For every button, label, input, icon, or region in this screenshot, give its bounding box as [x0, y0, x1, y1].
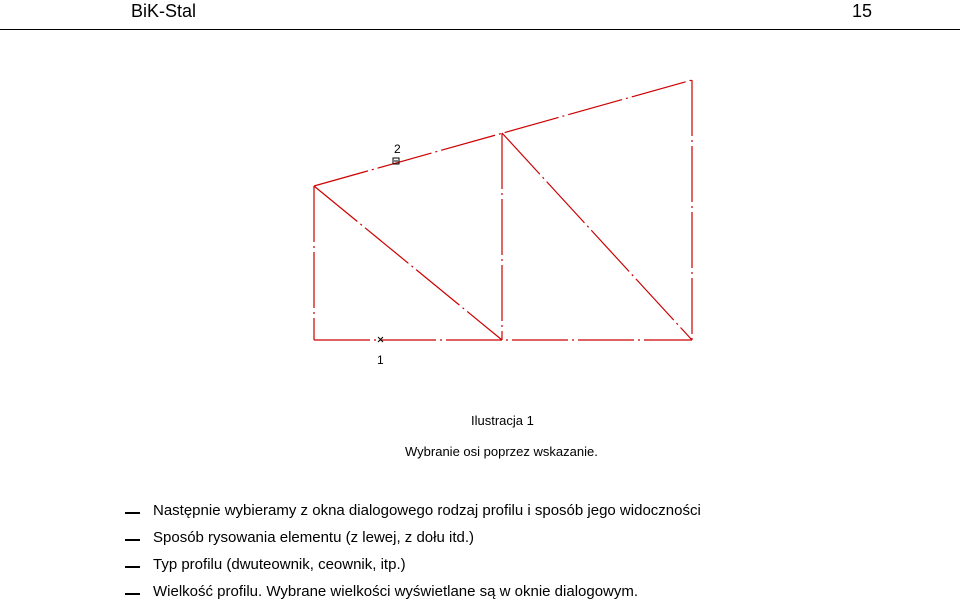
truss-top-chord[interactable] [314, 80, 692, 186]
figure-caption-subtitle: Wybranie osi poprzez wskazanie. [405, 444, 598, 459]
list-item [0, 527, 960, 553]
figure-caption-title: Ilustracja 1 [471, 413, 534, 428]
document-title: BiK-Stal [131, 1, 197, 21]
list-item [0, 500, 960, 526]
list-item-text: Typ profilu (dwuteownik, ceownik, itp.) [153, 556, 406, 573]
node-label-2: 2 [394, 142, 401, 156]
dash-bullet-icon [125, 593, 140, 595]
dash-bullet-icon [125, 566, 140, 568]
list-item-text: Następnie wybieramy z okna dialogowego rodzaj profilu i sposób jego widoczności [153, 502, 701, 519]
truss-left-diagonal[interactable] [314, 186, 502, 340]
dash-bullet-icon [125, 512, 140, 514]
list-item [0, 554, 960, 580]
page-number: 15 [852, 1, 873, 21]
dash-bullet-icon [125, 539, 140, 541]
truss-right-diagonal[interactable] [502, 133, 692, 340]
list-item-text: Sposób rysowania elementu (z lewej, z dołu itd.) [153, 529, 474, 546]
list-item-text: Wielkość profilu. Wybrane wielkości wyświetlane są w oknie dialogowym. [153, 583, 639, 600]
list-item [0, 581, 960, 607]
node-label-1: 1 [377, 353, 384, 367]
